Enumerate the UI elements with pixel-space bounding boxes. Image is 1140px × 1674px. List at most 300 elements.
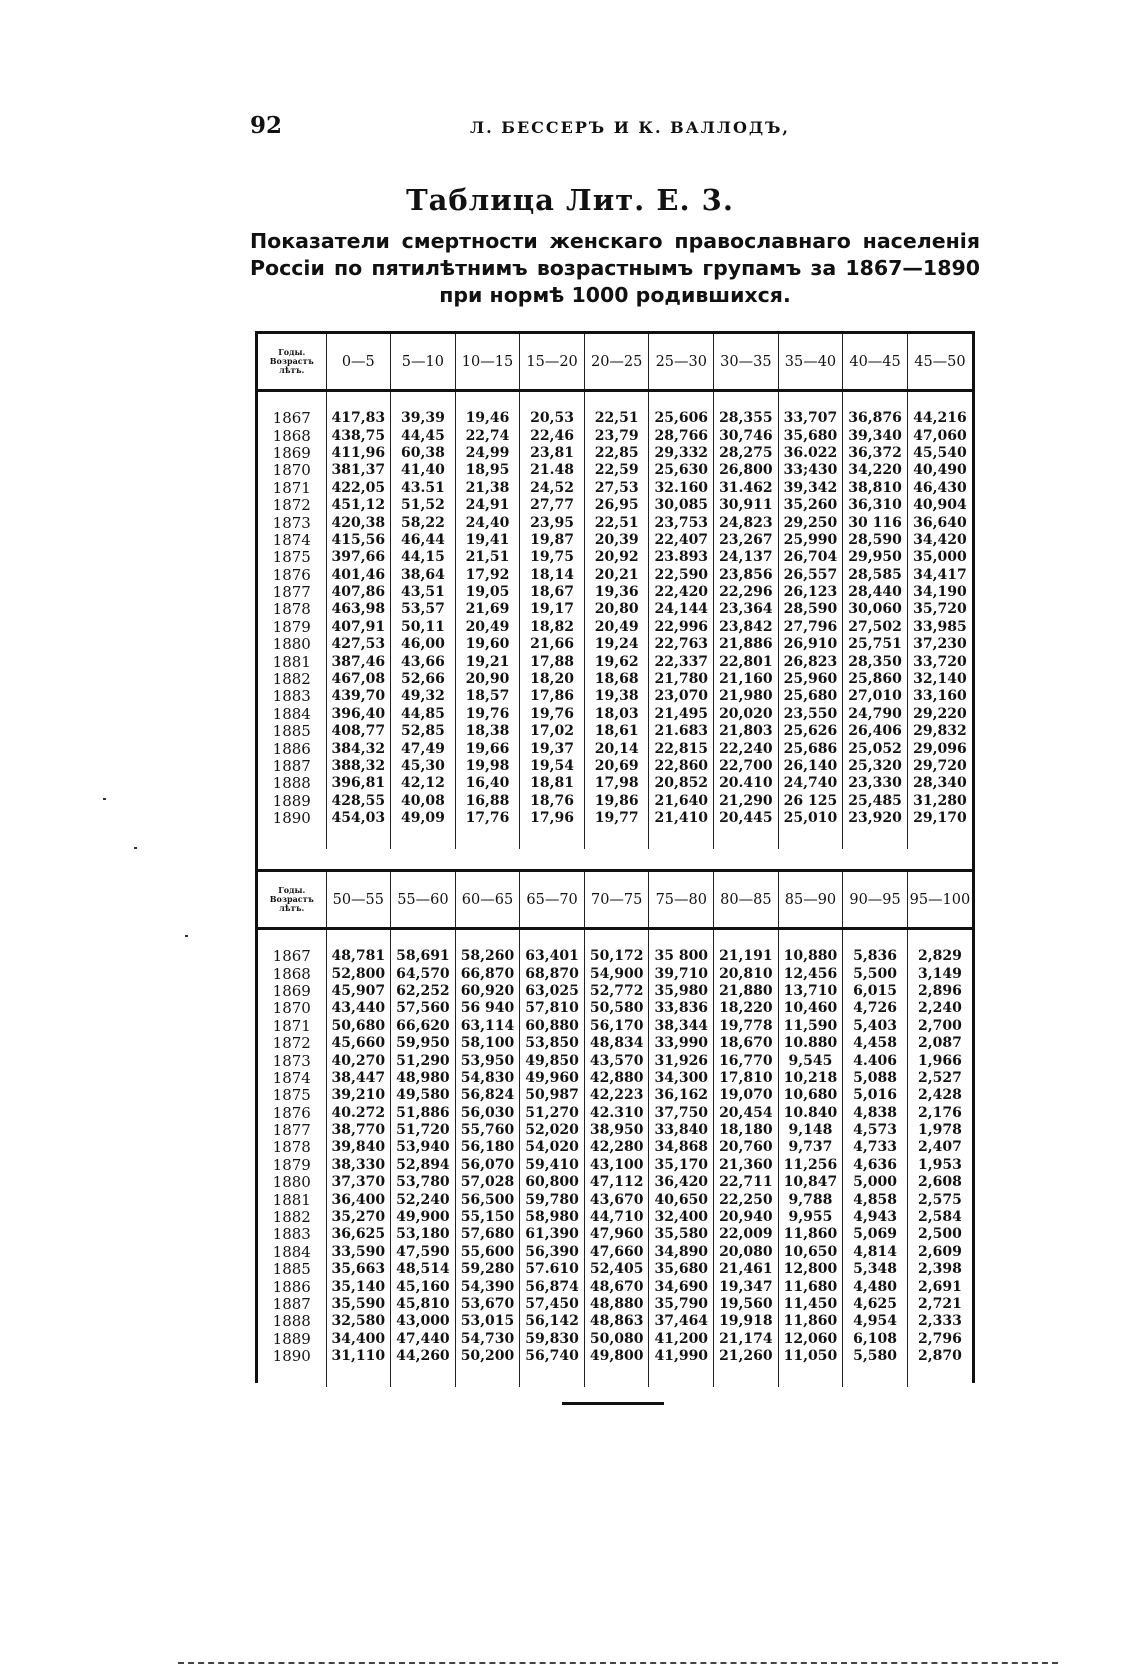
value-cell: 32,400	[649, 1209, 714, 1226]
value-cell: 10,218	[778, 1070, 843, 1087]
value-cell: 19,37	[520, 740, 585, 757]
value-cell: 21,880	[714, 983, 779, 1000]
value-cell: 19,070	[714, 1087, 779, 1104]
table-body	[258, 391, 972, 850]
value-cell: 5,836	[843, 948, 908, 965]
year-cell: 1870	[272, 999, 311, 1018]
value-cell: 19,38	[584, 688, 649, 705]
value-cell: 439,70	[326, 688, 391, 705]
value-cell: 384,32	[326, 740, 391, 757]
value-cell: 9,545	[778, 1052, 843, 1069]
table-row	[258, 723, 972, 740]
value-cell: 19,66	[455, 740, 520, 757]
value-cell: 22,250	[714, 1191, 779, 1208]
table-title: Таблица Лит. Е. 3.	[406, 183, 734, 217]
table-row	[258, 1139, 972, 1156]
year-cell: 1869	[272, 981, 311, 1000]
value-cell: 29,220	[907, 706, 972, 723]
spacer-cell	[649, 1365, 714, 1387]
value-cell: 31.462	[714, 480, 779, 497]
value-cell: 39,710	[649, 965, 714, 982]
value-cell: 21,38	[455, 480, 520, 497]
value-cell: 28,590	[778, 601, 843, 618]
value-cell: 20,080	[714, 1244, 779, 1261]
value-cell: 19,17	[520, 601, 585, 618]
value-cell: 33;430	[778, 462, 843, 479]
spacer-cell	[584, 1365, 649, 1387]
value-cell: 21,803	[714, 723, 779, 740]
value-cell: 10,650	[778, 1244, 843, 1261]
value-cell: 50,11	[391, 619, 456, 636]
table-row	[258, 793, 972, 810]
value-cell: 59,410	[520, 1157, 585, 1174]
value-cell: 36,420	[649, 1174, 714, 1191]
value-cell: 56,824	[455, 1087, 520, 1104]
table-row	[258, 1296, 972, 1313]
value-cell: 24,40	[455, 514, 520, 531]
value-cell: 26,704	[778, 549, 843, 566]
value-cell: 18,76	[520, 793, 585, 810]
spacer-cell	[391, 929, 456, 949]
value-cell: 52,240	[391, 1191, 456, 1208]
value-cell: 12,060	[778, 1331, 843, 1348]
value-cell: 60,800	[520, 1174, 585, 1191]
value-cell: 50,080	[584, 1331, 649, 1348]
value-cell: 10,680	[778, 1087, 843, 1104]
value-cell: 56,180	[455, 1139, 520, 1156]
spacer-cell	[907, 391, 972, 411]
value-cell: 26 125	[778, 793, 843, 810]
value-cell: 54,830	[455, 1070, 520, 1087]
value-cell: 438,75	[326, 427, 391, 444]
year-cell: 1867	[272, 947, 311, 966]
age-group-header: 0—5	[326, 334, 391, 391]
value-cell: 62,252	[391, 983, 456, 1000]
page-number: 92	[250, 112, 283, 139]
value-cell: 35,663	[326, 1261, 391, 1278]
value-cell: 49,900	[391, 1209, 456, 1226]
value-cell: 46,44	[391, 532, 456, 549]
corner-label-line2: Возрастъ	[269, 894, 314, 904]
year-cell: 1888	[272, 774, 311, 793]
value-cell: 35,980	[649, 983, 714, 1000]
value-cell: 45,30	[391, 758, 456, 775]
value-cell: 454,03	[326, 810, 391, 827]
value-cell: 18,220	[714, 1000, 779, 1017]
value-cell: 9,955	[778, 1209, 843, 1226]
value-cell: 19,05	[455, 584, 520, 601]
value-cell: 45,660	[326, 1035, 391, 1052]
year-cell: 1890	[272, 1347, 311, 1366]
value-cell: 56,142	[520, 1313, 585, 1330]
value-cell: 22,59	[584, 462, 649, 479]
value-cell: 54,900	[584, 965, 649, 982]
year-cell: 1872	[272, 496, 311, 515]
value-cell: 29,720	[907, 758, 972, 775]
age-group-header: 15—20	[520, 334, 585, 391]
value-cell: 20,53	[520, 410, 585, 427]
value-cell: 17,92	[455, 567, 520, 584]
value-cell: 51,886	[391, 1105, 456, 1122]
value-cell: 27,796	[778, 619, 843, 636]
value-cell: 17,88	[520, 653, 585, 670]
value-cell: 52,894	[391, 1157, 456, 1174]
value-cell: 58,691	[391, 948, 456, 965]
value-cell: 29,832	[907, 723, 972, 740]
value-cell: 19,54	[520, 758, 585, 775]
value-cell: 1,953	[907, 1157, 972, 1174]
value-cell: 34,890	[649, 1244, 714, 1261]
table-row	[258, 445, 972, 462]
value-cell: 30,746	[714, 427, 779, 444]
value-cell: 18,57	[455, 688, 520, 705]
year-cell: 1885	[272, 1260, 311, 1279]
value-cell: 10,880	[778, 948, 843, 965]
table-row	[258, 965, 972, 982]
value-cell: 2,700	[907, 1018, 972, 1035]
spacer-cell	[326, 929, 391, 949]
value-cell: 35,720	[907, 601, 972, 618]
value-cell: 60,38	[391, 445, 456, 462]
value-cell: 25,960	[778, 671, 843, 688]
value-cell: 411,96	[326, 445, 391, 462]
value-cell: 13,710	[778, 983, 843, 1000]
spacer-cell	[843, 827, 908, 849]
value-cell: 22,700	[714, 758, 779, 775]
value-cell: 22,46	[520, 427, 585, 444]
value-cell: 66,620	[391, 1018, 456, 1035]
spacer-cell	[258, 391, 326, 411]
spacer-cell	[584, 827, 649, 849]
value-cell: 4,573	[843, 1122, 908, 1139]
value-cell: 52,800	[326, 965, 391, 982]
year-cell: 1877	[272, 583, 311, 602]
year-cell: 1878	[272, 1138, 311, 1157]
value-cell: 34,190	[907, 584, 972, 601]
value-cell: 20,454	[714, 1105, 779, 1122]
value-cell: 21,160	[714, 671, 779, 688]
table-row	[258, 567, 972, 584]
age-group-header: 30—35	[714, 334, 779, 391]
value-cell: 27,53	[584, 480, 649, 497]
table-row	[258, 1122, 972, 1139]
value-cell: 18,03	[584, 706, 649, 723]
table-row	[258, 1313, 972, 1330]
age-group-header: 40—45	[843, 334, 908, 391]
header-row	[258, 872, 972, 929]
value-cell: 388,32	[326, 758, 391, 775]
value-cell: 58,260	[455, 948, 520, 965]
value-cell: 20,92	[584, 549, 649, 566]
value-cell: 44,216	[907, 410, 972, 427]
value-cell: 44,260	[391, 1348, 456, 1365]
value-cell: 22,51	[584, 514, 649, 531]
value-cell: 53,780	[391, 1174, 456, 1191]
table-row	[258, 514, 972, 531]
value-cell: 21,174	[714, 1331, 779, 1348]
value-cell: 18,180	[714, 1122, 779, 1139]
value-cell: 34,220	[843, 462, 908, 479]
value-cell: 2,796	[907, 1331, 972, 1348]
age-group-header: 70—75	[584, 872, 649, 929]
value-cell: 64,570	[391, 965, 456, 982]
value-cell: 22,815	[649, 740, 714, 757]
value-cell: 48,834	[584, 1035, 649, 1052]
year-cell: 1888	[272, 1312, 311, 1331]
value-cell: 19,86	[584, 793, 649, 810]
value-cell: 4,625	[843, 1296, 908, 1313]
value-cell: 38,770	[326, 1122, 391, 1139]
spacer-cell	[326, 827, 391, 849]
value-cell: 28,590	[843, 532, 908, 549]
value-cell: 40,650	[649, 1191, 714, 1208]
value-cell: 20,852	[649, 775, 714, 792]
value-cell: 19,60	[455, 636, 520, 653]
value-cell: 39,210	[326, 1087, 391, 1104]
value-cell: 34,417	[907, 567, 972, 584]
value-cell: 47,49	[391, 740, 456, 757]
value-cell: 4,838	[843, 1105, 908, 1122]
value-cell: 24,144	[649, 601, 714, 618]
value-cell: 31,280	[907, 793, 972, 810]
value-cell: 35,790	[649, 1296, 714, 1313]
value-cell: 36.022	[778, 445, 843, 462]
value-cell: 50,987	[520, 1087, 585, 1104]
value-cell: 19,77	[584, 810, 649, 827]
value-cell: 422,05	[326, 480, 391, 497]
value-cell: 2,609	[907, 1244, 972, 1261]
table-caption: Показатели смертности женскаго православнаго населенія Россіи по пятилѣтнимъ возрастнымъ групамъ за 1867—1890 при нормѣ 1000 родившихся.	[250, 229, 980, 307]
table-row	[258, 688, 972, 705]
value-cell: 22,801	[714, 653, 779, 670]
year-cell: 1883	[272, 1225, 311, 1244]
age-group-header: 20—25	[584, 334, 649, 391]
value-cell: 54,730	[455, 1331, 520, 1348]
value-cell: 5,348	[843, 1261, 908, 1278]
value-cell: 2,584	[907, 1209, 972, 1226]
value-cell: 26,123	[778, 584, 843, 601]
value-cell: 20,90	[455, 671, 520, 688]
value-cell: 39,340	[843, 427, 908, 444]
value-cell: 53,57	[391, 601, 456, 618]
value-cell: 25,680	[778, 688, 843, 705]
year-cell: 1884	[272, 1242, 311, 1261]
value-cell: 24,790	[843, 706, 908, 723]
value-cell: 59,780	[520, 1191, 585, 1208]
table-row	[258, 1157, 972, 1174]
value-cell: 23,330	[843, 775, 908, 792]
spacer-cell	[714, 391, 779, 411]
value-cell: 20,49	[455, 619, 520, 636]
value-cell: 56,500	[455, 1191, 520, 1208]
year-cell: 1884	[272, 704, 311, 723]
value-cell: 2,829	[907, 948, 972, 965]
table-row	[258, 1331, 972, 1348]
value-cell: 45,810	[391, 1296, 456, 1313]
value-cell: 56 940	[455, 1000, 520, 1017]
value-cell: 11,680	[778, 1278, 843, 1295]
year-cell: 1879	[272, 617, 311, 636]
table-row	[258, 1261, 972, 1278]
value-cell: 49,850	[520, 1052, 585, 1069]
table-row	[258, 532, 972, 549]
value-cell: 5,000	[843, 1174, 908, 1191]
age-group-header: 95—100	[907, 872, 972, 929]
value-cell: 63,025	[520, 983, 585, 1000]
spacer-cell	[326, 391, 391, 411]
value-cell: 22,711	[714, 1174, 779, 1191]
value-cell: 35,270	[326, 1209, 391, 1226]
value-cell: 19,36	[584, 584, 649, 601]
value-cell: 20,69	[584, 758, 649, 775]
spacer-cell	[520, 1365, 585, 1387]
value-cell: 22,240	[714, 740, 779, 757]
value-cell: 18,95	[455, 462, 520, 479]
speck-mark	[185, 935, 188, 937]
value-cell: 43,670	[584, 1191, 649, 1208]
value-cell: 49,09	[391, 810, 456, 827]
value-cell: 42,280	[584, 1139, 649, 1156]
table-row	[258, 1018, 972, 1035]
spacer-cell	[520, 827, 585, 849]
value-cell: 40.272	[326, 1105, 391, 1122]
spacer-cell	[843, 391, 908, 411]
value-cell: 56,030	[455, 1105, 520, 1122]
table-row	[258, 775, 972, 792]
value-cell: 45,160	[391, 1278, 456, 1295]
spacer-cell	[520, 391, 585, 411]
value-cell: 40,270	[326, 1052, 391, 1069]
table-row	[258, 427, 972, 444]
value-cell: 4,858	[843, 1191, 908, 1208]
value-cell: 21,410	[649, 810, 714, 827]
value-cell: 51,720	[391, 1122, 456, 1139]
spacer-row	[258, 827, 972, 849]
value-cell: 35,680	[649, 1261, 714, 1278]
year-cell: 1889	[272, 791, 311, 810]
value-cell: 428,55	[326, 793, 391, 810]
value-cell: 56,740	[520, 1348, 585, 1365]
value-cell: 12,800	[778, 1261, 843, 1278]
value-cell: 407,86	[326, 584, 391, 601]
age-group-header: 25—30	[649, 334, 714, 391]
value-cell: 55,760	[455, 1122, 520, 1139]
value-cell: 427,53	[326, 636, 391, 653]
value-cell: 33,707	[778, 410, 843, 427]
value-cell: 33,720	[907, 653, 972, 670]
value-cell: 20.410	[714, 775, 779, 792]
speck-mark	[134, 847, 137, 849]
value-cell: 1,966	[907, 1052, 972, 1069]
value-cell: 36,310	[843, 497, 908, 514]
value-cell: 48,980	[391, 1070, 456, 1087]
value-cell: 21,980	[714, 688, 779, 705]
value-cell: 20,020	[714, 706, 779, 723]
value-cell: 21,66	[520, 636, 585, 653]
value-cell: 53,180	[391, 1226, 456, 1243]
value-cell: 17,96	[520, 810, 585, 827]
value-cell: 6,108	[843, 1331, 908, 1348]
age-group-header: 60—65	[455, 872, 520, 929]
spacer-cell	[520, 929, 585, 949]
value-cell: 39,39	[391, 410, 456, 427]
year-cell: 1887	[272, 1295, 311, 1313]
value-cell: 4,726	[843, 1000, 908, 1017]
spacer-cell	[714, 1365, 779, 1387]
year-cell: 1886	[272, 739, 311, 758]
value-cell: 30,085	[649, 497, 714, 514]
value-cell: 2,428	[907, 1087, 972, 1104]
value-cell: 54,390	[455, 1278, 520, 1295]
value-cell: 30,060	[843, 601, 908, 618]
spacer-cell	[907, 827, 972, 849]
value-cell: 30,911	[714, 497, 779, 514]
value-cell: 23,267	[714, 532, 779, 549]
value-cell: 9,148	[778, 1122, 843, 1139]
spacer-cell	[455, 827, 520, 849]
value-cell: 396,81	[326, 775, 391, 792]
value-cell: 47,590	[391, 1244, 456, 1261]
value-cell: 48,781	[326, 948, 391, 965]
table-row	[258, 1000, 972, 1017]
value-cell: 25,630	[649, 462, 714, 479]
value-cell: 408,77	[326, 723, 391, 740]
value-cell: 60,880	[520, 1018, 585, 1035]
value-cell: 1,978	[907, 1122, 972, 1139]
table-row	[258, 1105, 972, 1122]
value-cell: 36,400	[326, 1191, 391, 1208]
value-cell: 57.610	[520, 1261, 585, 1278]
year-cell: 1881	[272, 652, 311, 671]
value-cell: 20,760	[714, 1139, 779, 1156]
age-group-header: 65—70	[520, 872, 585, 929]
value-cell: 48,880	[584, 1296, 649, 1313]
value-cell: 48,670	[584, 1278, 649, 1295]
value-cell: 58,100	[455, 1035, 520, 1052]
value-cell: 2,407	[907, 1139, 972, 1156]
value-cell: 21,886	[714, 636, 779, 653]
value-cell: 26,910	[778, 636, 843, 653]
value-cell: 25,485	[843, 793, 908, 810]
value-cell: 4,458	[843, 1035, 908, 1052]
value-cell: 19,560	[714, 1296, 779, 1313]
value-cell: 57,560	[391, 1000, 456, 1017]
value-cell: 61,390	[520, 1226, 585, 1243]
year-cell: 1883	[272, 687, 311, 706]
value-cell: 53,015	[455, 1313, 520, 1330]
year-cell: 1871	[272, 478, 311, 497]
table-row	[258, 1209, 972, 1226]
value-cell: 20,80	[584, 601, 649, 618]
value-cell: 29,250	[778, 514, 843, 531]
value-cell: 52,405	[584, 1261, 649, 1278]
value-cell: 2,176	[907, 1105, 972, 1122]
value-cell: 50,580	[584, 1000, 649, 1017]
value-cell: 57,028	[455, 1174, 520, 1191]
age-group-header: 50—55	[326, 872, 391, 929]
value-cell: 50,200	[455, 1348, 520, 1365]
value-cell: 20,49	[584, 619, 649, 636]
value-cell: 21,780	[649, 671, 714, 688]
corner-label-line2: Возрастъ	[269, 356, 314, 366]
year-cell: 1878	[272, 600, 311, 619]
value-cell: 55,150	[455, 1209, 520, 1226]
value-cell: 28,350	[843, 653, 908, 670]
table-body	[258, 929, 972, 1388]
value-cell: 34,300	[649, 1070, 714, 1087]
table-row	[258, 983, 972, 1000]
value-cell: 25,686	[778, 740, 843, 757]
